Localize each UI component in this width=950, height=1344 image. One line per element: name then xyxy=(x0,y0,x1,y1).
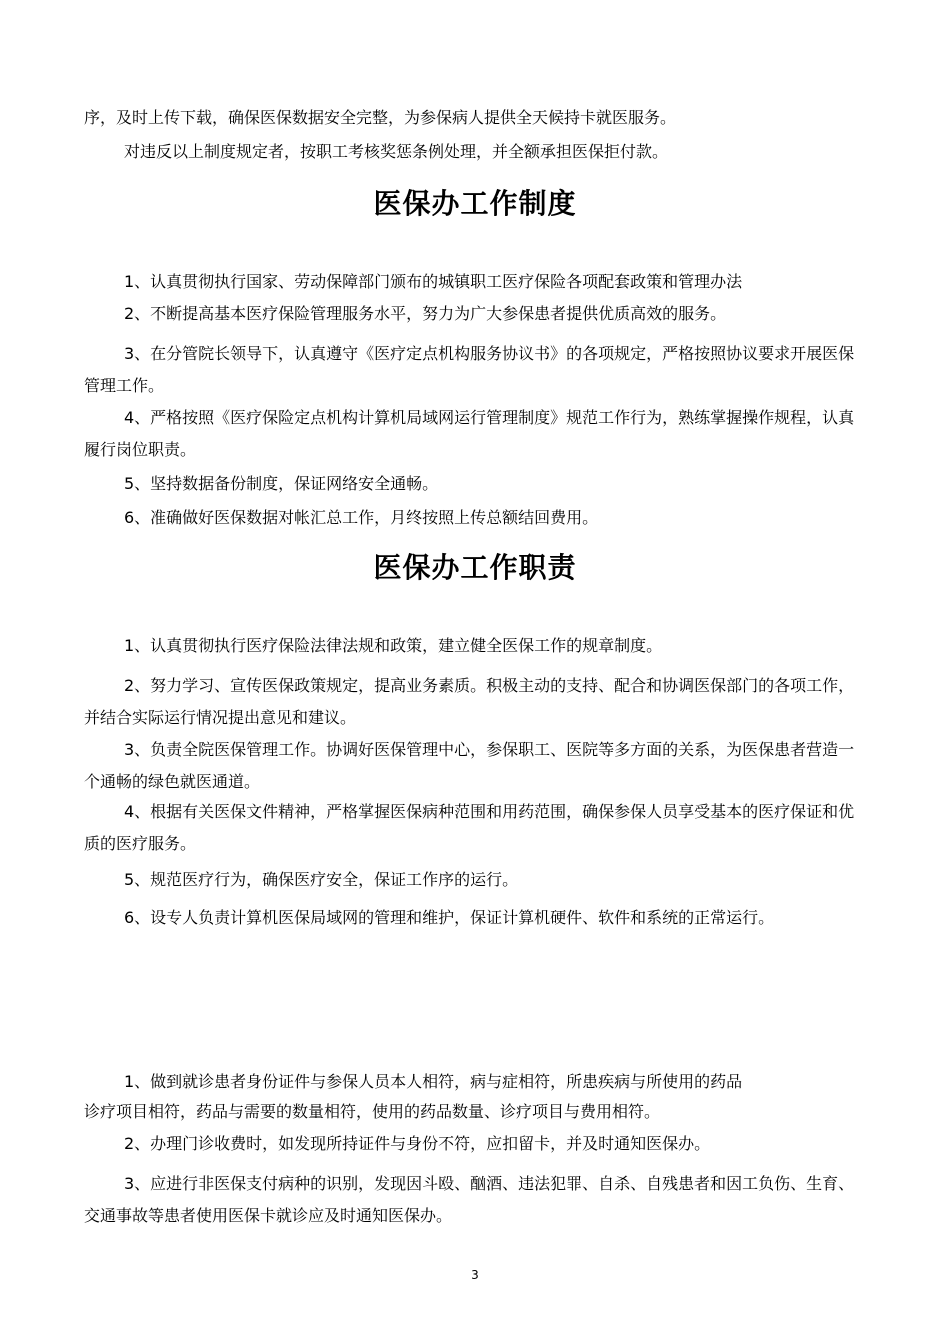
checkin-item-2: 2、办理门诊收费时，如发现所持证件与身份不符，应扣留卡，并及时通知医保办。 xyxy=(124,1134,711,1153)
duty-item-6: 6、设专人负责计算机医保局域网的管理和维护，保证计算机硬件、软件和系统的正常运行。 xyxy=(124,908,775,927)
rule-item-1: 1、认真贯彻执行国家、劳动保障部门颁布的城镇职工医疗保险各项配套政策和管理办法 xyxy=(124,272,743,291)
rule-item-5: 5、坚持数据备份制度，保证网络安全通畅。 xyxy=(124,474,439,493)
duty-item-2: 2、努力学习、宣传医保政策规定，提高业务素质。积极主动的支持、配合和协调医保部门的各项工作，并结合实际运行情况提出意见和建议。 xyxy=(84,676,855,727)
paragraph-continuation: 序，及时上传下载，确保医保数据安全完整，为参保病人提供全天候持卡就医服务。 xyxy=(84,108,677,127)
page-number: 3 xyxy=(471,1268,479,1282)
paragraph-penalty: 对违反以上制度规定者，按职工考核奖惩条例处理，并全额承担医保拒付款。 xyxy=(124,142,669,161)
checkin-item-1-continued: 诊疗项目相符，药品与需要的数量相符，使用的药品数量、诊疗项目与费用相符。 xyxy=(84,1102,661,1121)
section-title-duties: 医保办工作职责 xyxy=(373,551,577,584)
rule-item-3: 3、在分管院长领导下，认真遵守《医疗定点机构服务协议书》的各项规定，严格按照协议要求开展医保管理工作。 xyxy=(84,344,855,395)
rule-item-6: 6、准确做好医保数据对帐汇总工作，月终按照上传总额结回费用。 xyxy=(124,508,599,527)
checkin-item-3: 3、应进行非医保支付病种的识别，发现因斗殴、酗酒、违法犯罪、自杀、自残患者和因工负伤、生育、交通事故等患者使用医保卡就诊应及时通知医保办。 xyxy=(84,1174,855,1225)
section-title-work-rules: 医保办工作制度 xyxy=(373,187,577,220)
rule-item-2: 2、不断提高基本医疗保险管理服务水平，努力为广大参保患者提供优质高效的服务。 xyxy=(124,304,727,323)
rule-item-4: 4、严格按照《医疗保险定点机构计算机局域网运行管理制度》规范工作行为，熟练掌握操作规程，认真履行岗位职责。 xyxy=(84,408,855,459)
duty-item-1: 1、认真贯彻执行医疗保险法律法规和政策，建立健全医保工作的规章制度。 xyxy=(124,636,663,655)
duty-item-4: 4、根据有关医保文件精神，严格掌握医保病种范围和用药范围，确保参保人员享受基本的医疗保证和优质的医疗服务。 xyxy=(84,802,855,853)
duty-item-3: 3、负责全院医保管理工作。协调好医保管理中心，参保职工、医院等多方面的关系，为医保患者营造一个通畅的绿色就医通道。 xyxy=(84,740,855,791)
checkin-item-1: 1、做到就诊患者身份证件与参保人员本人相符，病与症相符，所患疾病与所使用的药品 xyxy=(124,1072,743,1091)
duty-item-5: 5、规范医疗行为，确保医疗安全，保证工作序的运行。 xyxy=(124,870,519,889)
